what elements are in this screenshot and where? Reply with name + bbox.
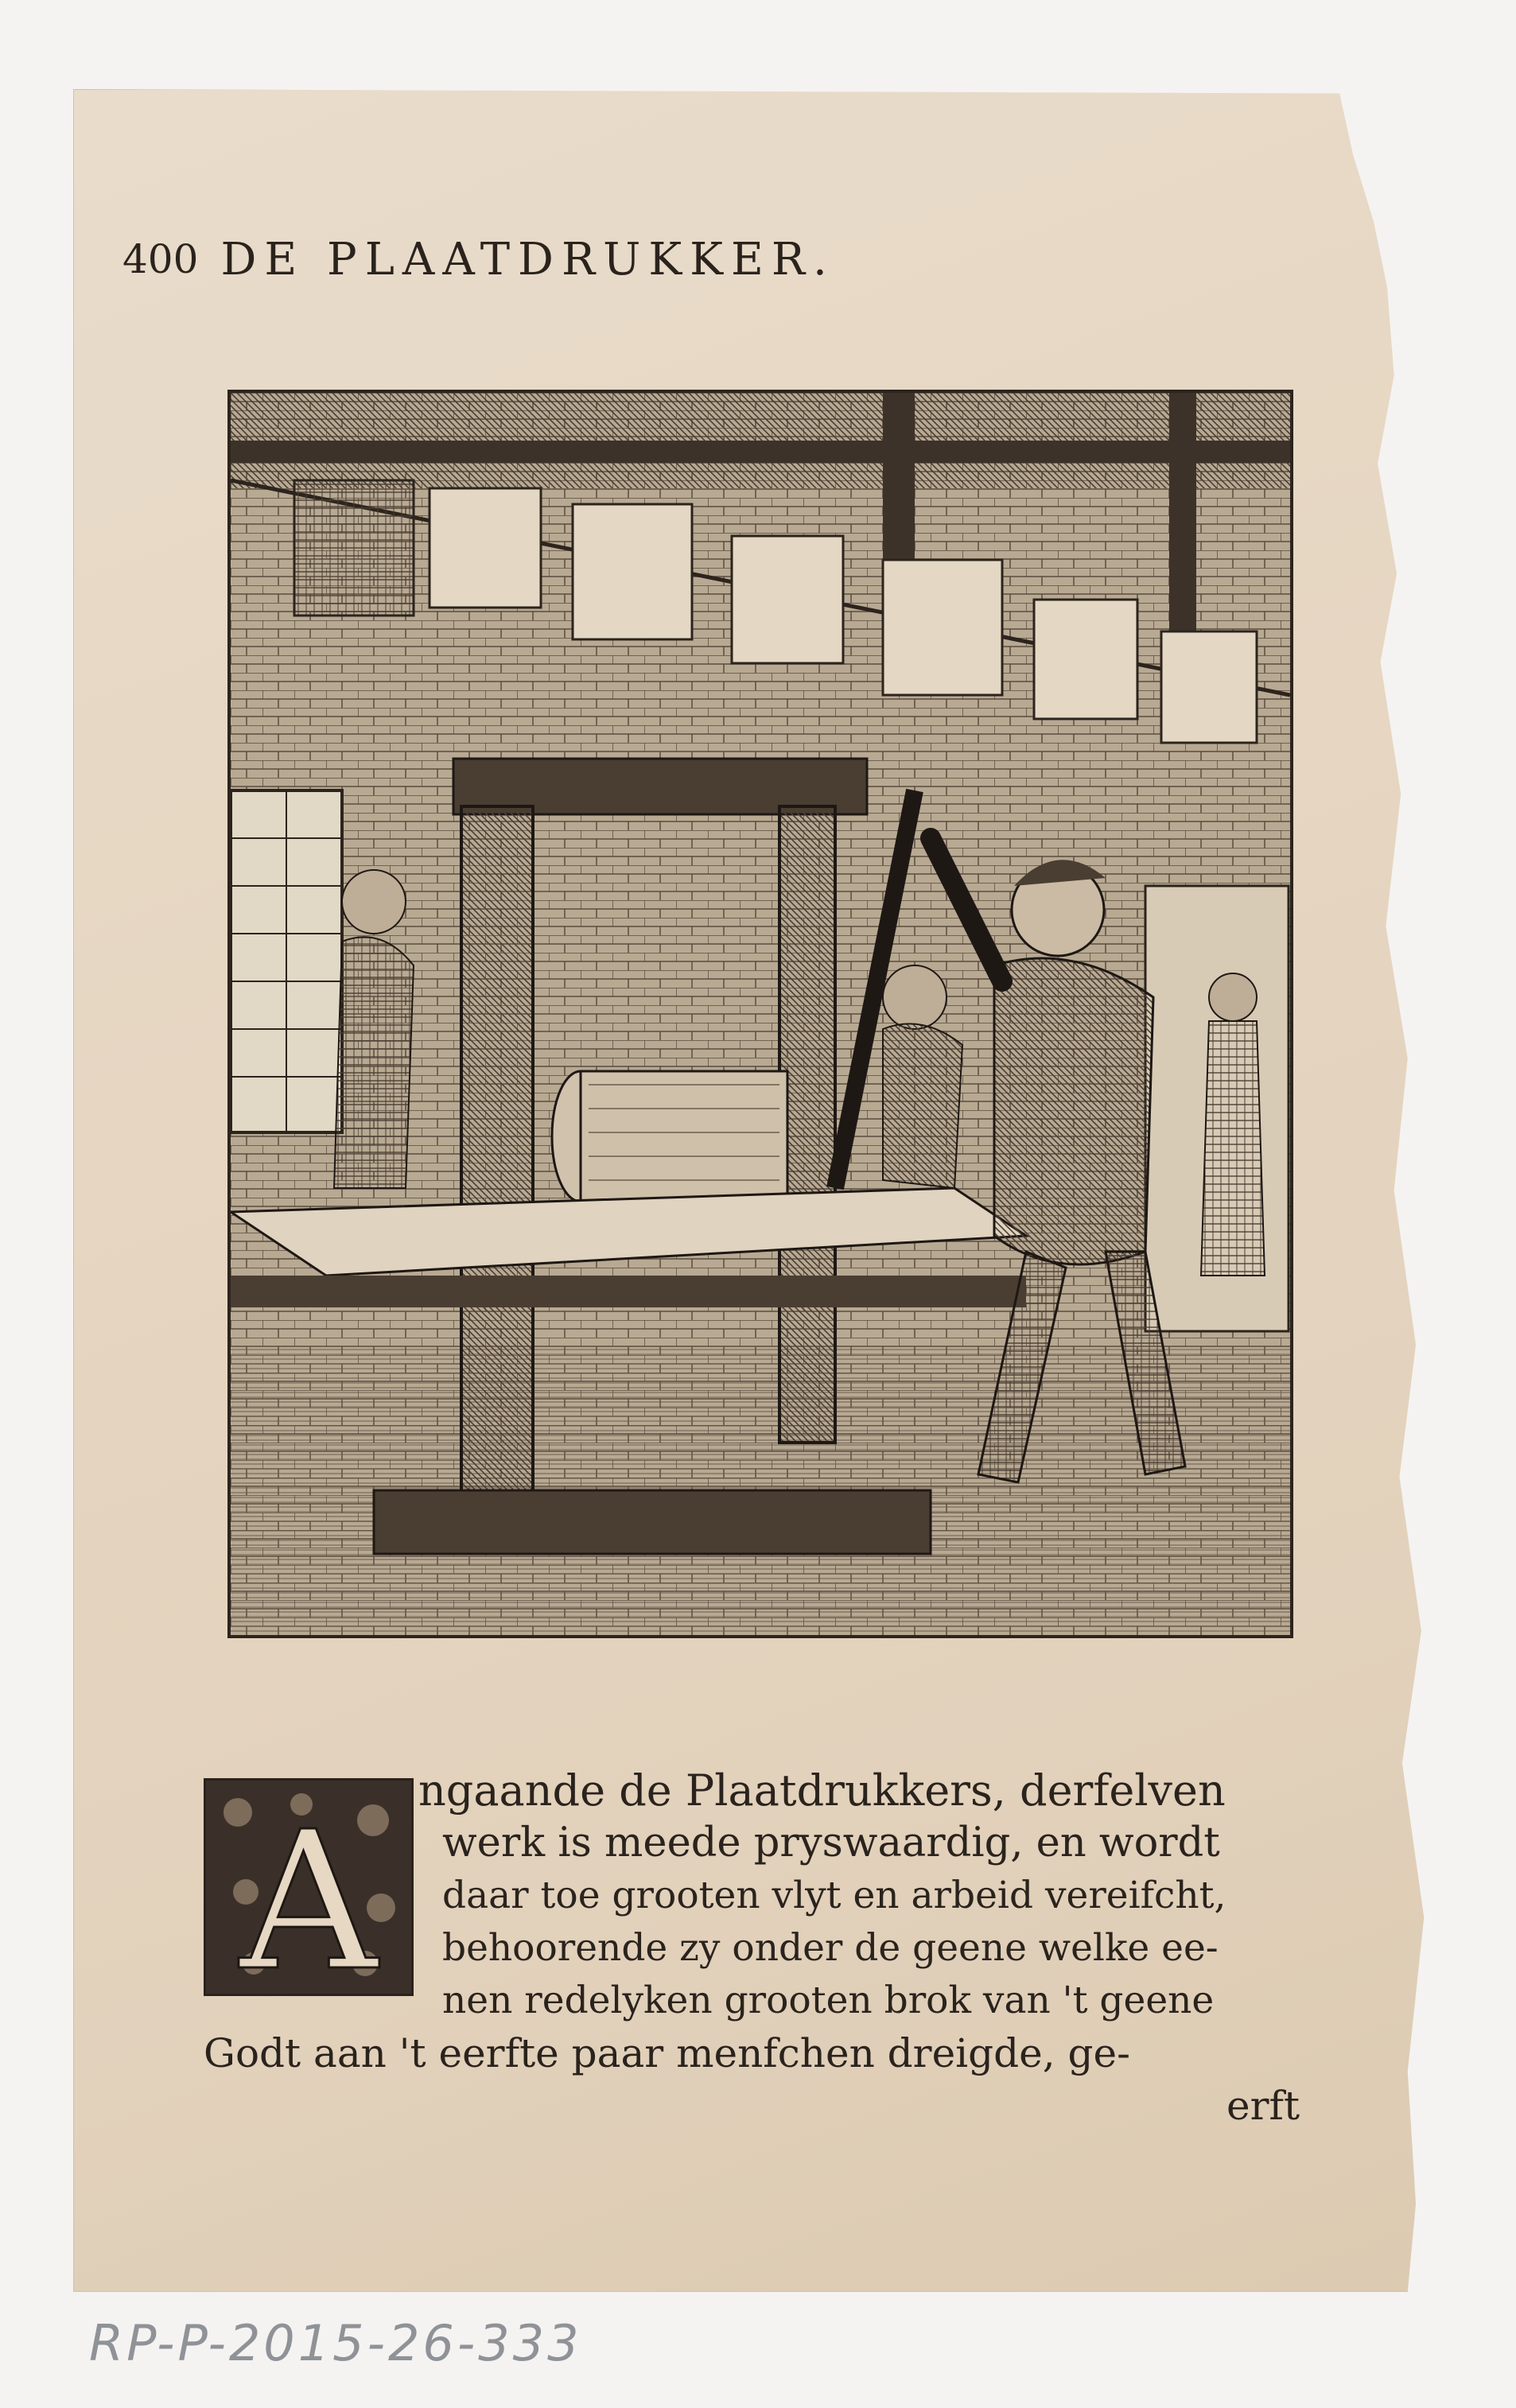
body-line: daar toe grooten vlyt en arbeid vereifcht, [442, 1874, 1226, 1917]
decorated-initial [204, 1778, 414, 1996]
body-line: Godt aan 't eerfte paar menfchen dreigde, ge- [204, 2030, 1131, 2076]
accession-number: RP-P-2015-26-333 [89, 2314, 582, 2372]
page-header [122, 227, 835, 291]
body-line: nen redelyken grooten brok van 't geene [442, 1979, 1215, 2022]
printing-workshop-engraving [231, 393, 1290, 1635]
running-title: DE PLAATDRUKKER. [220, 233, 835, 285]
body-line: behoorende zy onder de geene welke ee- [442, 1926, 1219, 1970]
body-line: werk is meede pryswaardig, en wordt [442, 1820, 1220, 1866]
engraving-illustration [227, 390, 1293, 1638]
page-number: 400 [122, 236, 199, 282]
drop-cap-ornament [206, 1781, 411, 1994]
body-line: erft [1226, 2083, 1300, 2129]
drop-cap-letter: A [239, 1790, 378, 1994]
body-line: ngaande de Plaatdrukkers, derfelven [418, 1765, 1226, 1816]
